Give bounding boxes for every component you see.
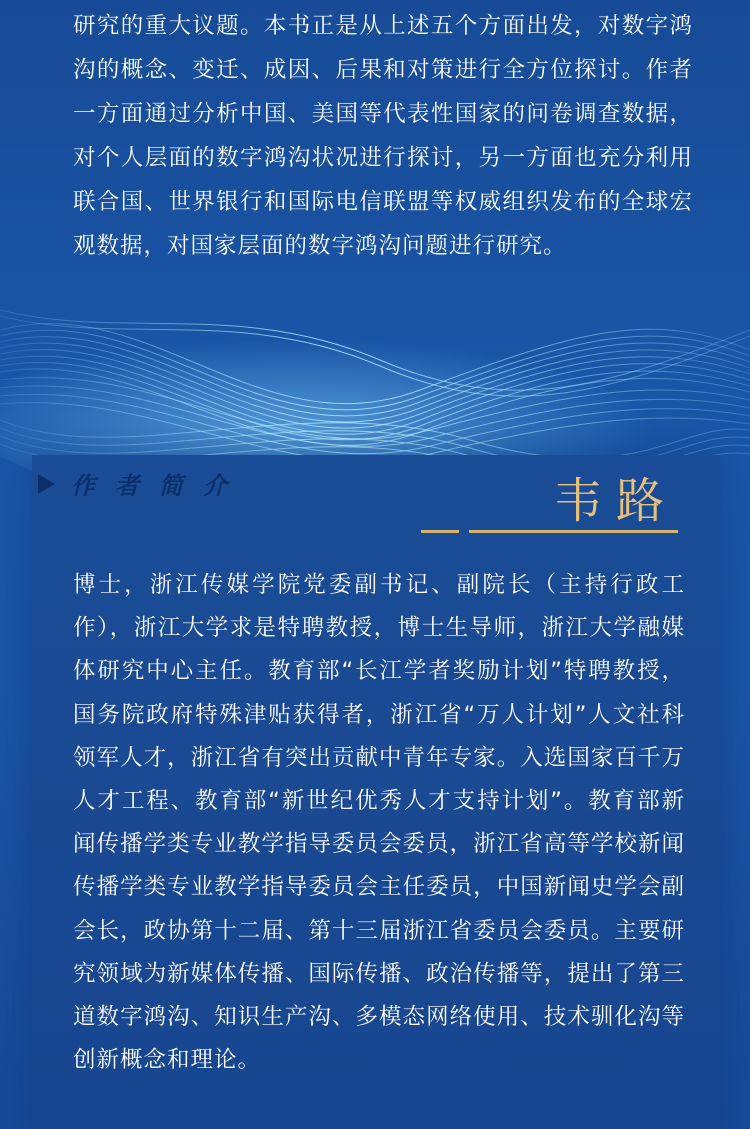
- author-name: 韦路: [553, 473, 678, 529]
- play-icon: [38, 474, 55, 494]
- gold-divider-short: [421, 530, 459, 533]
- intro-paragraph: 研究的重大议题。本书正是从上述五个方面出发，对数字鸿沟的概念、变迁、成因、后果和对策进行全方位探讨。作者一方面通过分析中国、美国等代表性国家的问卷调查数据，对个人层面的数字鸿沟状况进行探讨，另一方面也充分利用联合国、世界银行和国际电信联盟等权威组织发布的全球宏观数据，对国家层面的数字鸿沟问题进行研究。: [73, 13, 693, 259]
- author-bio: 博士，浙江传媒学院党委副书记、副院长（主持行政工作），浙江大学求是特聘教授，博士生导师，浙江大学融媒体研究中心主任。教育部“长江学者奖励计划”特聘教授，国务院政府特殊津贴获得者，浙江省“万人计划”人文社科领军人才，浙江省有突出贡献中青年专家。入选国家百千万人才工程、教育部“新世纪优秀人才支持计划”。教育部新闻传播学类专业教学指导委员会委员，浙江省高等学校新闻传播学类专业教学指导委员会主任委员，中国新闻史学会副会长，政协第十二届、第十三届浙江省委员会委员。主要研究领域为新媒体传播、国际传播、政治传播等，提出了第三道数字鸿沟、知识生产沟、多模态网络使用、技术驯化沟等创新概念和理论。: [73, 572, 685, 1074]
- gold-divider-long: [469, 530, 678, 533]
- section-heading-text: 作者简介: [71, 472, 247, 500]
- section-heading: [38, 466, 247, 501]
